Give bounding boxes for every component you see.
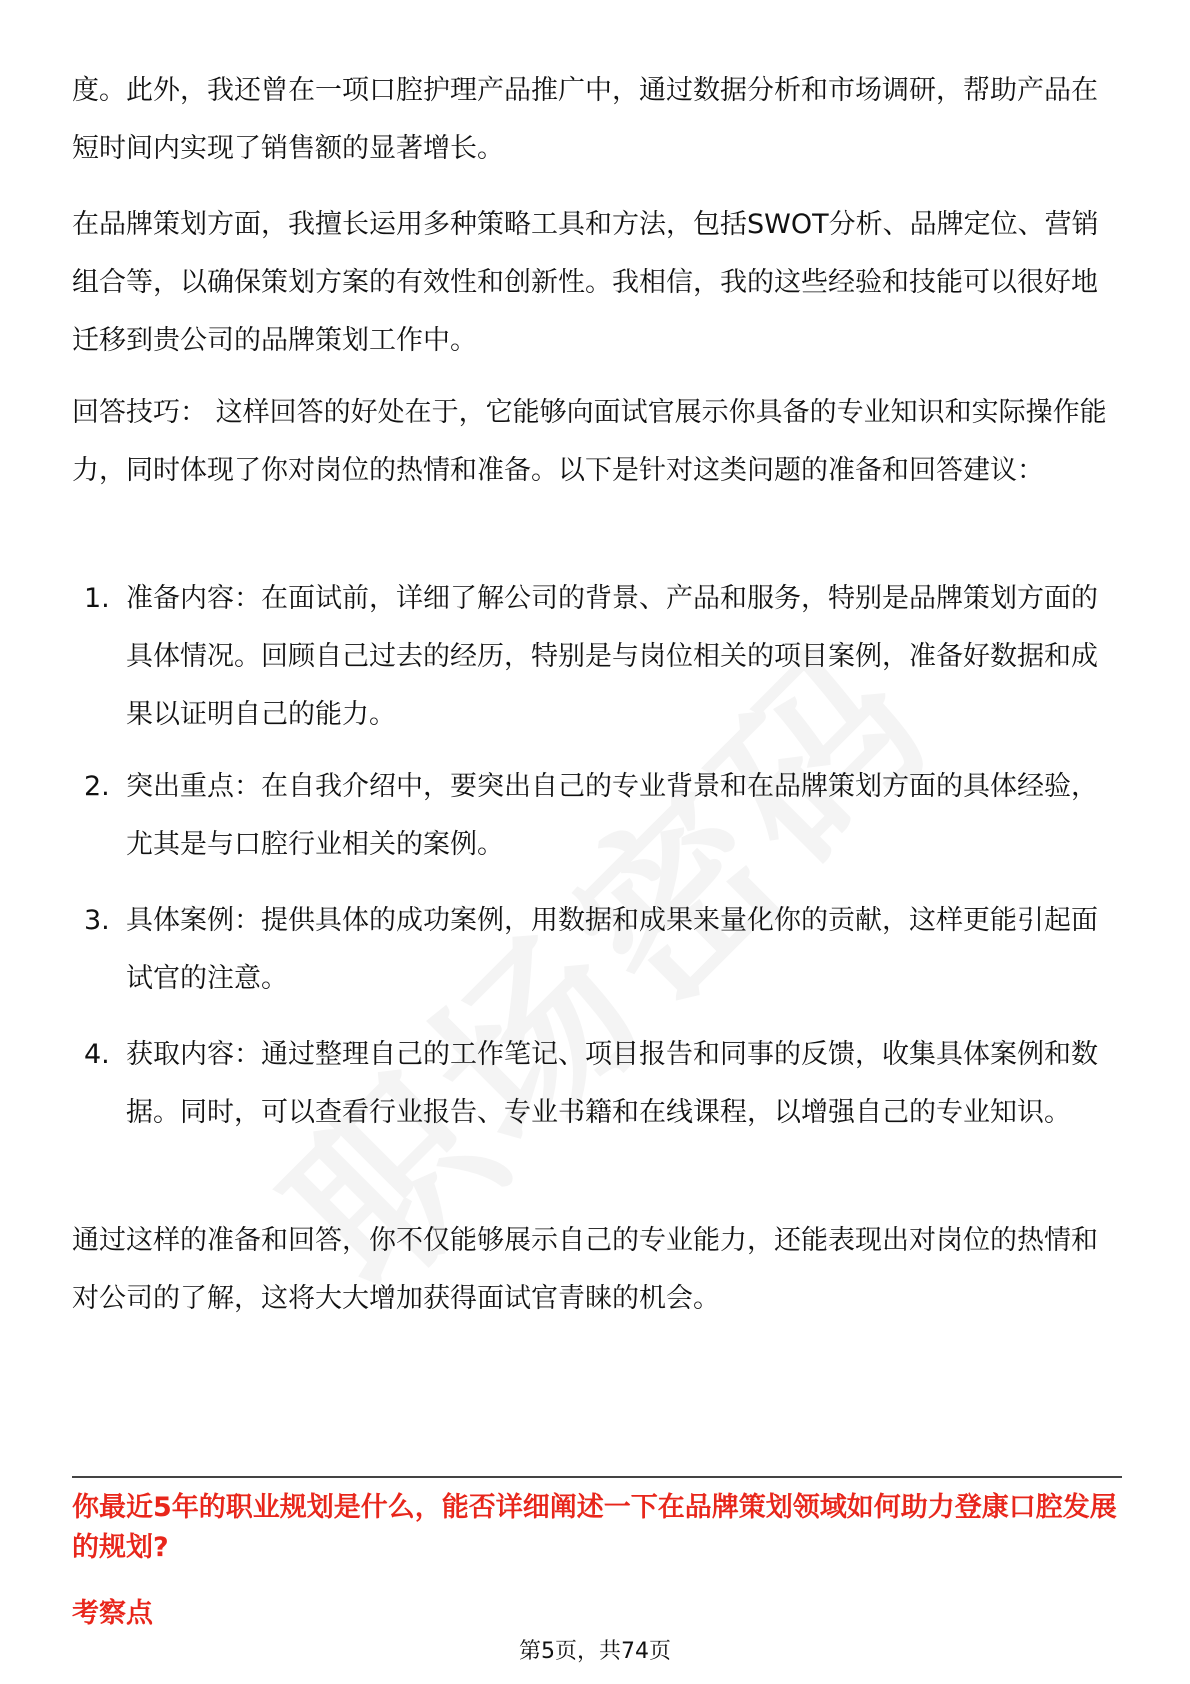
list-item-number: 4.	[84, 1039, 110, 1070]
list-item-text: 获取内容：通过整理自己的工作笔记、项目报告和同事的反馈，收集具体案例和数据。同时，可以查看行业报告、专业书籍和在线课程，以增强自己的专业知识。	[126, 1039, 1098, 1128]
paragraph-brand-planning: 在品牌策划方面，我擅长运用多种策略工具和方法，包括SWOT分析、品牌定位、营销组合等，以确保策划方案的有效性和创新性。我相信，我的这些经验和技能可以很好地迁移到贵公司的品牌策划工作中。	[72, 209, 1099, 356]
paragraph-answer-tips: 回答技巧： 这样回答的好处在于，它能够向面试官展示你具备的专业知识和实际操作能力，同时体现了你对岗位的热情和准备。以下是针对这类问题的准备和回答建议：	[72, 397, 1107, 486]
page-number-footer: 第5页，共74页	[519, 1639, 671, 1664]
paragraph-experience: 度。此外，我还曾在一项口腔护理产品推广中，通过数据分析和市场调研，帮助产品在短时间内实现了销售额的显著增长。	[72, 75, 1098, 164]
list-item-number: 3.	[84, 905, 110, 936]
section-label-assessment: 考察点	[72, 1598, 153, 1629]
paragraph-conclusion: 通过这样的准备和回答，你不仅能够展示自己的专业能力，还能表现出对岗位的热情和对公司的了解，这将大大增加获得面试官青睐的机会。	[72, 1225, 1098, 1314]
list-item-text: 具体案例：提供具体的成功案例，用数据和成果来量化你的贡献，这样更能引起面试官的注意。	[126, 905, 1098, 994]
list-item-number: 1.	[84, 583, 110, 614]
list-item-text: 准备内容：在面试前，详细了解公司的背景、产品和服务，特别是品牌策划方面的具体情况。回顾自己过去的经历，特别是与岗位相关的项目案例，准备好数据和成果以证明自己的能力。	[126, 583, 1098, 730]
list-item-text: 突出重点：在自我介绍中，要突出自己的专业背景和在品牌策划方面的具体经验，尤其是与口腔行业相关的案例。	[126, 771, 1098, 860]
list-item-number: 2.	[84, 771, 110, 802]
question-heading: 你最近5年的职业规划是什么，能否详细阐述一下在品牌策划领域如何助力登康口腔发展的规划?	[72, 1492, 1117, 1563]
section-divider	[72, 1476, 1122, 1478]
